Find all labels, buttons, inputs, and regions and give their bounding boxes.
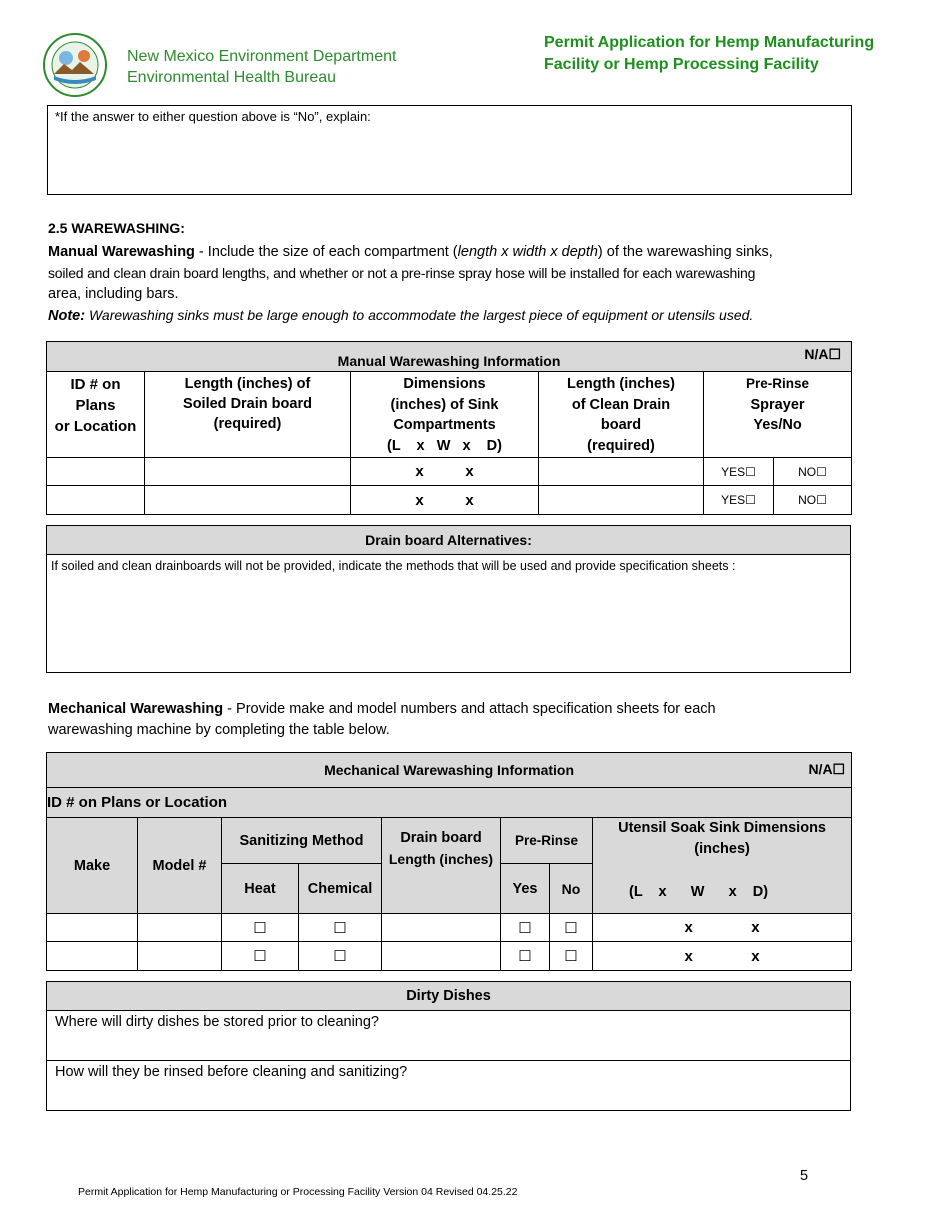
form-title-line1: Permit Application for Hemp Manufacturing bbox=[544, 34, 875, 51]
manual-text1: - Include the size of each compartment ( bbox=[194, 244, 458, 260]
manual-table-title: Manual Warewashing Information bbox=[337, 353, 561, 369]
col-clean-header: Length (inches) of Clean Drain board (required) bbox=[539, 372, 704, 458]
explain-label: *If the answer to either question above is “No”, explain: bbox=[55, 109, 371, 124]
col-soak-header: Utensil Soak Sink Dimensions (inches) (L x W x D) bbox=[593, 818, 852, 914]
clean-cell[interactable] bbox=[539, 458, 704, 486]
chemical-checkbox[interactable]: ☐ bbox=[299, 914, 382, 942]
table-row bbox=[47, 486, 852, 515]
manual-line3: area, including bars. bbox=[48, 286, 179, 302]
col-soak-dims: (L x W x D) bbox=[629, 884, 769, 900]
manual-warewashing-table bbox=[46, 341, 852, 515]
mech-table-title-cell bbox=[47, 753, 852, 788]
table-row bbox=[47, 458, 852, 486]
col-prerinse-header: Pre-Rinse bbox=[501, 818, 593, 864]
model-cell[interactable] bbox=[138, 942, 222, 971]
col-yes-header: Yes bbox=[501, 864, 550, 914]
drain-alt-title: Drain board Alternatives: bbox=[47, 526, 851, 555]
prerinse-no-checkbox[interactable]: ☐ bbox=[550, 942, 593, 971]
col-model-header: Model # bbox=[138, 818, 222, 914]
mechanical-warewashing-table bbox=[46, 752, 852, 971]
col-make-header: Make bbox=[47, 818, 138, 914]
col-dims-header: Dimensions (inches) of Sink Compartments (L x W x D) bbox=[351, 372, 539, 458]
dirty-rinse-field[interactable] bbox=[47, 1061, 851, 1111]
note-text: Warewashing sinks must be large enough to accommodate the largest piece of equipment or utensils used. bbox=[85, 307, 754, 323]
dirty-storage-field[interactable] bbox=[47, 1011, 851, 1061]
manual-line2: soiled and clean drain board lengths, and whether or not a pre-rinse spray hose will be installed for each warewashing bbox=[48, 265, 756, 281]
dims-cell[interactable]: x x bbox=[351, 486, 539, 515]
drain-cell[interactable] bbox=[382, 942, 501, 971]
no-checkbox[interactable]: NO☐ bbox=[774, 486, 852, 515]
explain-box[interactable] bbox=[47, 105, 852, 195]
manual-italic: length x width x depth bbox=[457, 244, 598, 260]
col-chemical-header: Chemical bbox=[299, 864, 382, 914]
nmed-logo bbox=[42, 32, 108, 98]
mech-na-checkbox[interactable]: N/A☐ bbox=[808, 761, 846, 777]
org-name: New Mexico Environment Department bbox=[127, 48, 397, 65]
chemical-checkbox[interactable]: ☐ bbox=[299, 942, 382, 971]
heat-checkbox[interactable]: ☐ bbox=[222, 942, 299, 971]
form-title-line2: Facility or Hemp Processing Facility bbox=[544, 56, 819, 73]
drain-alt-field[interactable] bbox=[47, 555, 851, 673]
make-cell[interactable] bbox=[47, 914, 138, 942]
manual-na-checkbox[interactable]: N/A☐ bbox=[804, 346, 842, 362]
col-no-header: No bbox=[550, 864, 593, 914]
manual-bold: Manual Warewashing bbox=[48, 244, 195, 260]
col-sanitizing-header: Sanitizing Method bbox=[222, 818, 382, 864]
footer-text: Permit Application for Hemp Manufacturing or Processing Facility Version 04 Revised 04.25.22 bbox=[78, 1186, 518, 1198]
yes-checkbox[interactable]: YES☐ bbox=[704, 458, 774, 486]
table-row bbox=[47, 942, 852, 971]
mech-id-field[interactable] bbox=[47, 788, 852, 818]
table-row bbox=[47, 914, 852, 942]
manual-text2: ) of the warewashing sinks, bbox=[597, 244, 773, 260]
manual-intro bbox=[48, 242, 848, 327]
mech-id-label: ID # on Plans or Location bbox=[47, 794, 228, 811]
dirty-storage-question: Where will dirty dishes be stored prior to cleaning? bbox=[55, 1014, 379, 1030]
mechanical-text1: - Provide make and model numbers and attach specification sheets for each bbox=[223, 701, 716, 717]
make-cell[interactable] bbox=[47, 942, 138, 971]
col-drain-header: Drain board Length (inches) bbox=[382, 818, 501, 914]
col-heat-header: Heat bbox=[222, 864, 299, 914]
dirty-dishes-table bbox=[46, 981, 851, 1111]
dirty-rinse-question: How will they be rinsed before cleaning and sanitizing? bbox=[55, 1064, 408, 1080]
mech-table-title: Mechanical Warewashing Information bbox=[324, 762, 575, 778]
yes-checkbox[interactable]: YES☐ bbox=[704, 486, 774, 515]
soak-dims-cell[interactable]: x x bbox=[593, 942, 852, 971]
no-checkbox[interactable]: NO☐ bbox=[774, 458, 852, 486]
col-prerinse-header: Pre-Rinse Sprayer Yes/No bbox=[704, 372, 852, 458]
bureau-name: Environmental Health Bureau bbox=[127, 69, 337, 86]
clean-cell[interactable] bbox=[539, 486, 704, 515]
dims-cell[interactable]: x x bbox=[351, 458, 539, 486]
mechanical-bold: Mechanical Warewashing bbox=[48, 701, 224, 717]
soak-dims-cell[interactable]: x x bbox=[593, 914, 852, 942]
note-label: Note: bbox=[48, 308, 86, 324]
drain-alt-text: If soiled and clean drainboards will not be provided, indicate the methods that will be used and provide specification sheets : bbox=[51, 559, 736, 573]
mechanical-text2: warewashing machine by completing the table below. bbox=[48, 722, 390, 738]
soiled-cell[interactable] bbox=[145, 486, 351, 515]
prerinse-yes-checkbox[interactable]: ☐ bbox=[501, 942, 550, 971]
drain-cell[interactable] bbox=[382, 914, 501, 942]
col-soiled-header: Length (inches) of Soiled Drain board (required) bbox=[145, 372, 351, 458]
prerinse-yes-checkbox[interactable]: ☐ bbox=[501, 914, 550, 942]
section-heading: 2.5 WAREWASHING: bbox=[48, 220, 185, 236]
prerinse-no-checkbox[interactable]: ☐ bbox=[550, 914, 593, 942]
heat-checkbox[interactable]: ☐ bbox=[222, 914, 299, 942]
drain-alternatives-table bbox=[46, 525, 851, 673]
mechanical-intro bbox=[48, 699, 848, 741]
model-cell[interactable] bbox=[138, 914, 222, 942]
soiled-cell[interactable] bbox=[145, 458, 351, 486]
page-number: 5 bbox=[800, 1168, 809, 1184]
manual-table-title-cell bbox=[47, 342, 852, 372]
col-id-header: ID # on Plans or Location bbox=[47, 372, 145, 458]
dirty-dishes-title: Dirty Dishes bbox=[47, 982, 851, 1011]
id-cell[interactable] bbox=[47, 458, 145, 486]
id-cell[interactable] bbox=[47, 486, 145, 515]
